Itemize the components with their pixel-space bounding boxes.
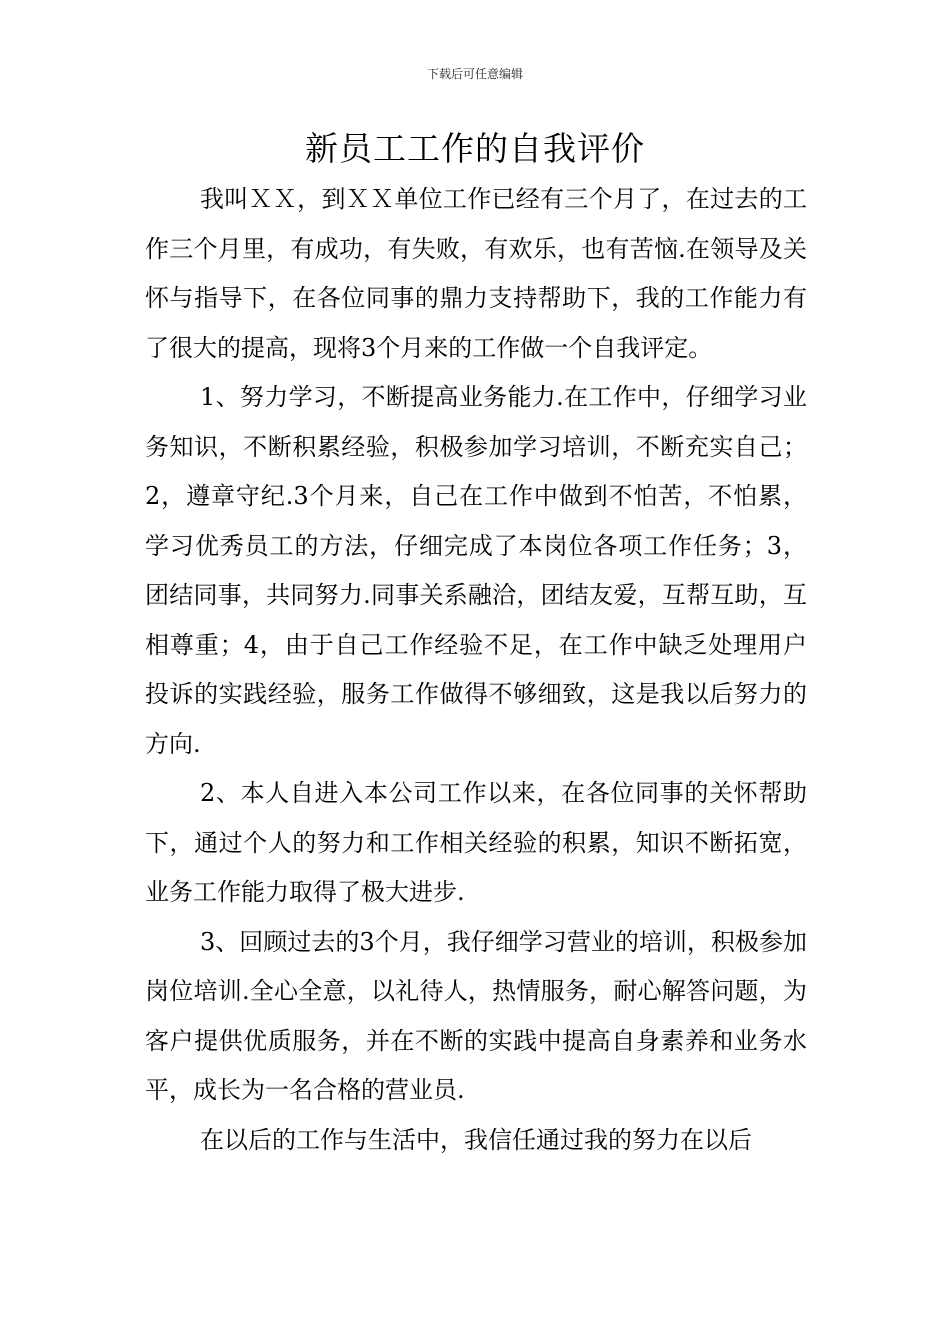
document-body [145, 175, 807, 1165]
document-title: 新员工工作的自我评价 [305, 129, 645, 168]
paragraph-point-3: 3、回顾过去的3个月，我仔细学习营业的培训，积极参加岗位培训.全心全意，以礼待人，热情服务，耐心解答问题，为客户提供优质服务，并在不断的实践中提高自身素养和业务水平，成长为一名合格的营业员. [145, 927, 807, 1104]
paragraph-intro: 我叫ＸＸ，到ＸＸ单位工作已经有三个月了，在过去的工作三个月里，有成功，有失败，有欢乐，也有苦恼.在领导及关怀与指导下，在各位同事的鼎力支持帮助下，我的工作能力有了很大的提高，现将3个月来的工作做一个自我评定。 [145, 185, 807, 362]
paragraph-point-2: 2、本人自进入本公司工作以来，在各位同事的关怀帮助下，通过个人的努力和工作相关经验的积累，知识不断拓宽，业务工作能力取得了极大进步. [145, 779, 807, 906]
paragraph-point-1: 1、努力学习，不断提高业务能力.在工作中，仔细学习业务知识，不断积累经验，积极参加学习培训，不断充实自己；2，遵章守纪.3个月来，自己在工作中做到不怕苦，不怕累，学习优秀员工的方法，仔细完成了本岗位各项工作任务；3，团结同事，共同努力.同事关系融洽，团结友爱，互帮互助，互相尊重；4，由于自己工作经验不足，在工作中缺乏处理用户投诉的实践经验，服务工作做得不够细致，这是我以后努力的方向. [145, 383, 807, 758]
paragraph-closing: 在以后的工作与生活中，我信任通过我的努力在以后 [200, 1125, 752, 1154]
download-note: 下载后可任意编辑 [426, 67, 523, 81]
